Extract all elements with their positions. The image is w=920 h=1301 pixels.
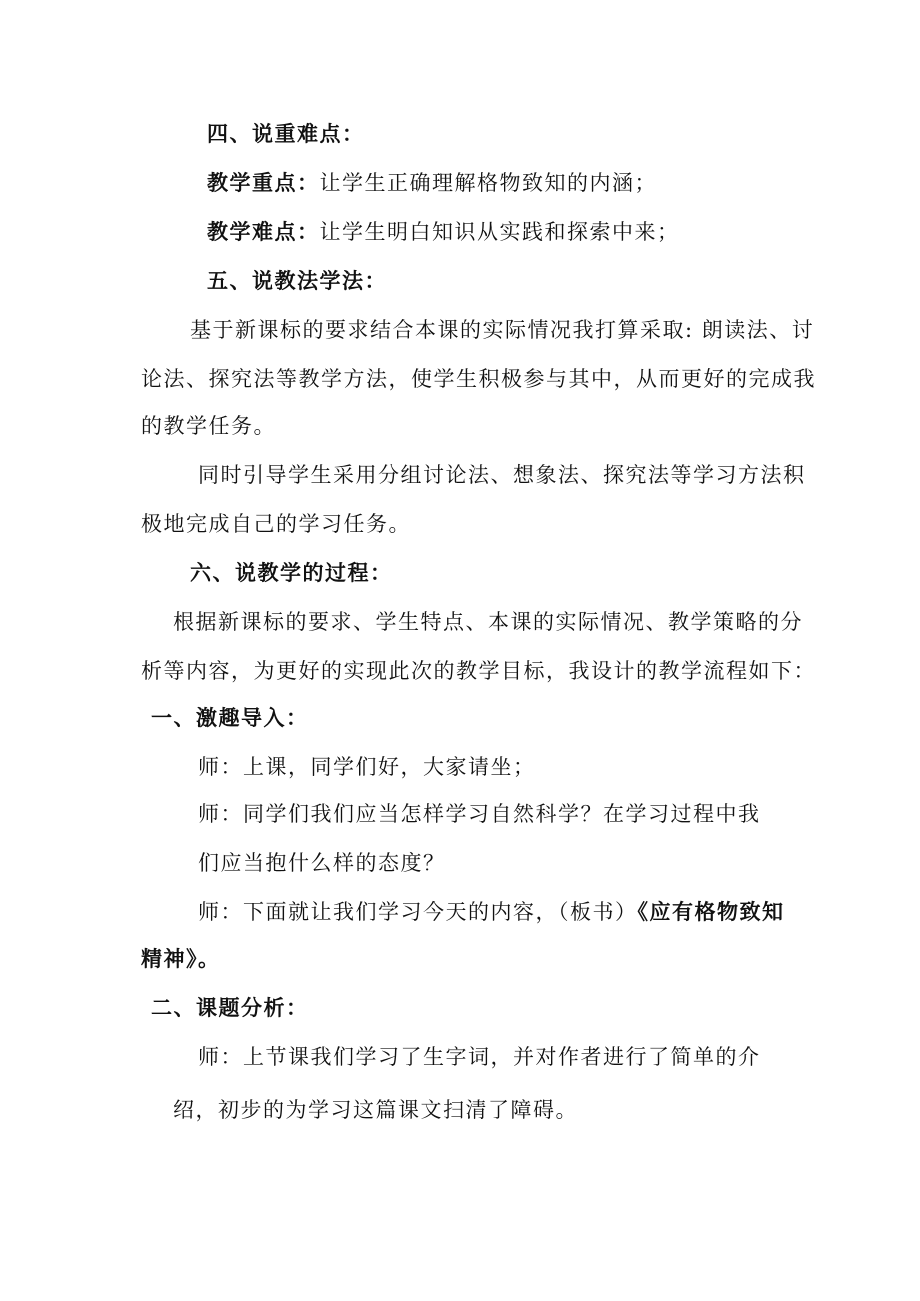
step1-line4 xyxy=(198,898,785,926)
section6-para-line1: 根据新课标的要求、学生特点、本课的实际情况、教学策略的分 xyxy=(173,610,803,634)
section6-para-line2: 析等内容，为更好的实现此次的教学目标，我设计的教学流程如下： xyxy=(141,659,816,683)
key-point-text: 让学生正确理解格物致知的内涵； xyxy=(319,171,657,195)
section5-para2-line1: 同时引导学生采用分组讨论法、想象法、探究法等学习方法积 xyxy=(198,463,806,487)
step1-line3: 们应当抱什么样的态度？ xyxy=(198,851,446,875)
step1-line4-text: 师：下面就让我们学习今天的内容，（板书） xyxy=(198,900,638,924)
section5-para1-line2: 论法、探究法等教学方法，使学生积极参与其中，从而更好的完成我 xyxy=(141,367,816,391)
step1-line1: 师：上课，同学们好，大家请坐； xyxy=(198,755,536,779)
lesson-title-period: 。 xyxy=(198,946,221,971)
section6-heading: 六、说教学的过程： xyxy=(190,560,393,585)
step1-line2: 师：同学们我们应当怎样学习自然科学？在学习过程中我 xyxy=(198,802,761,826)
section5-para1-line3: 的教学任务。 xyxy=(141,414,276,438)
lesson-title-part2: 精神》 xyxy=(141,946,198,971)
difficulty-text: 让学生明白知识从实践和探索中来； xyxy=(319,220,680,244)
section4-heading: 四、说重难点： xyxy=(207,121,365,146)
section5-para1-line1: 基于新课标的要求结合本课的实际情况我打算采取: 朗读法、讨 xyxy=(190,318,815,342)
section5-para2-line2: 极地完成自己的学习任务。 xyxy=(141,512,411,536)
step1-heading: 一、激趣导入： xyxy=(151,705,309,730)
difficulty-line xyxy=(207,218,680,246)
lesson-title-part1: 《应有格物致知 xyxy=(637,899,785,924)
key-point-line xyxy=(207,169,657,197)
step2-line2: 绍，初步的为学习这篇课文扫清了障碍。 xyxy=(173,1098,578,1122)
step2-line1: 师：上节课我们学习了生字词，并对作者进行了简单的介 xyxy=(198,1045,761,1069)
difficulty-label: 教学难点： xyxy=(207,219,320,244)
section5-heading: 五、说教法学法： xyxy=(207,268,387,293)
step2-heading: 二、课题分析： xyxy=(151,995,309,1020)
step1-line5 xyxy=(141,945,221,973)
key-point-label: 教学重点： xyxy=(207,170,320,195)
